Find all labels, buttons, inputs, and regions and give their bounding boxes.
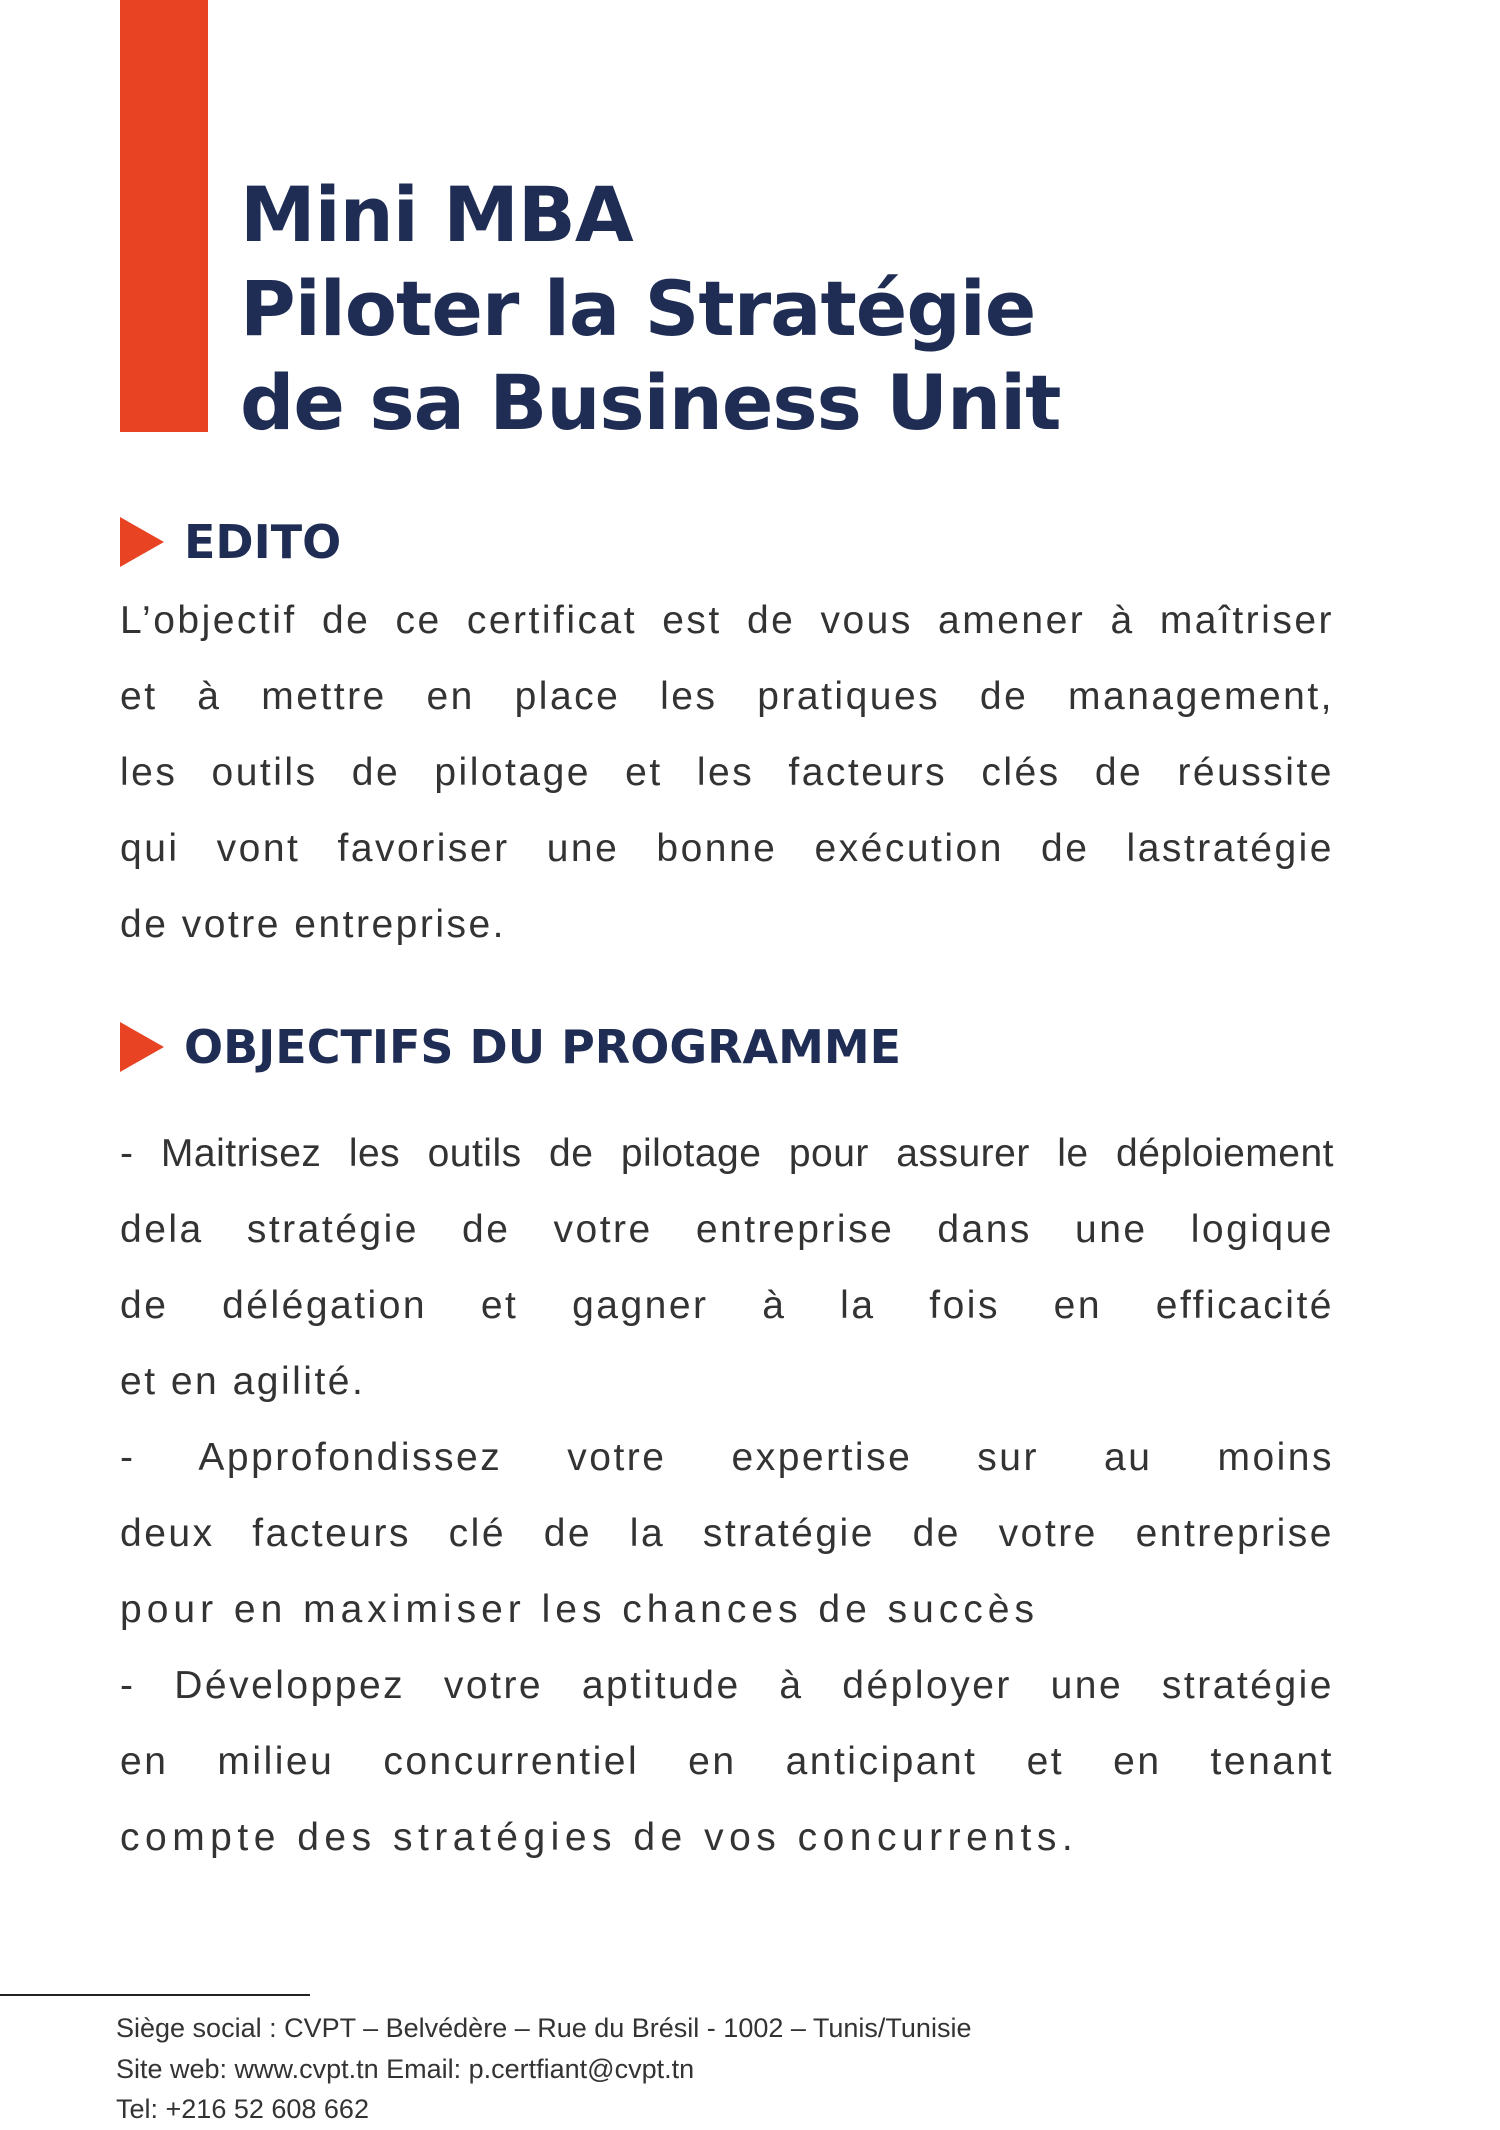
footer-divider xyxy=(0,1994,310,1996)
section-heading-objectifs xyxy=(120,1020,901,1074)
text-line: - Développez votre aptitude à déployer une stratégie xyxy=(120,1664,1334,1707)
text-line: - Maitrisez les outils de pilotage pour assurer le déploiement xyxy=(120,1132,1334,1175)
title-line: Mini MBA xyxy=(240,170,633,259)
footer-web-email: Site web: www.cvpt.tn Email: p.certfiant@cvpt.tn xyxy=(116,2053,695,2084)
footer-address: Siège social : CVPT – Belvédère – Rue du Brésil - 1002 – Tunis/Tunisie xyxy=(116,2013,972,2043)
edito-paragraph xyxy=(120,583,1334,963)
text-line: dela stratégie de votre entreprise dans une logique xyxy=(120,1208,1334,1251)
page-title xyxy=(240,168,1061,450)
objectifs-paragraph xyxy=(120,1116,1334,1876)
text-line: de délégation et gagner à la fois en efficacité xyxy=(120,1284,1334,1327)
title-line: Piloter la Stratégie xyxy=(240,264,1036,353)
title-line: de sa Business Unit xyxy=(240,358,1061,447)
text-line: pour en maximiser les chances de succès xyxy=(120,1588,1039,1631)
text-line: et en agilité. xyxy=(120,1360,366,1403)
text-line: de votre entreprise. xyxy=(120,903,507,946)
text-line: - Approfondissez votre expertise sur au moins xyxy=(120,1436,1334,1479)
section-heading-edito xyxy=(120,515,341,569)
text-line: et à mettre en place les pratiques de management, xyxy=(120,675,1334,718)
text-line: compte des stratégies de vos concurrents. xyxy=(120,1816,1079,1859)
footer-phone: Tel: +216 52 608 662 xyxy=(116,2094,369,2124)
text-line: qui vont favoriser une bonne exécution de lastratégie xyxy=(120,827,1334,870)
text-line: L’objectif de ce certificat est de vous amener à maîtriser xyxy=(120,599,1334,642)
accent-bar xyxy=(120,0,208,432)
footer xyxy=(116,2008,971,2130)
section-heading-label: OBJECTIFS DU PROGRAMME xyxy=(184,1020,902,1074)
section-heading-label: EDITO xyxy=(184,515,342,569)
triangle-right-icon xyxy=(120,517,164,567)
text-line: les outils de pilotage et les facteurs clés de réussite xyxy=(120,751,1334,794)
triangle-right-icon xyxy=(120,1022,164,1072)
text-line: deux facteurs clé de la stratégie de votre entreprise xyxy=(120,1512,1334,1555)
text-line: en milieu concurrentiel en anticipant et en tenant xyxy=(120,1740,1334,1783)
